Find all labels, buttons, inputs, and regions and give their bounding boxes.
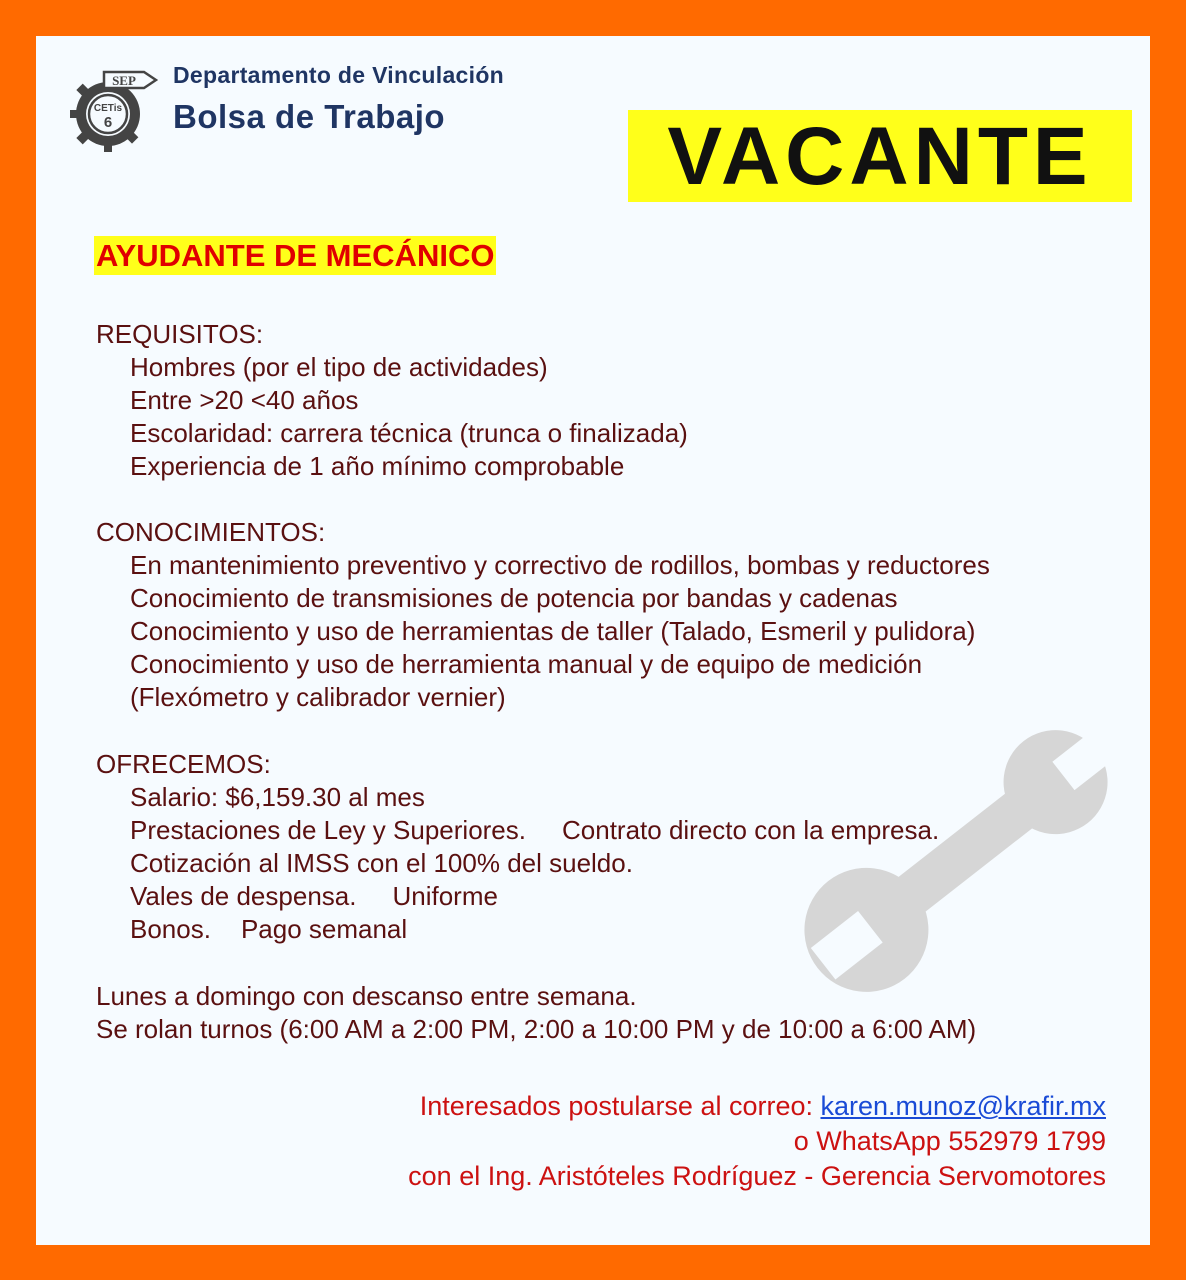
conocimiento-item: En mantenimiento preventivo y correctivo de rodillos, bombas y reductores [130,550,990,580]
contact-email-line [420,1089,1106,1123]
logo-sep-text: SEP [112,73,136,88]
requisito-item: Escolaridad: carrera técnica (trunca o finalizada) [130,418,688,448]
conocimiento-item: (Flexómetro y calibrador vernier) [130,682,506,712]
uniforme-text: Uniforme [392,881,498,911]
wrench-icon [766,696,1150,1016]
pago-text: Pago semanal [240,914,408,944]
vales-line [130,880,498,912]
requisito-item: Hombres (por el tipo de actividades) [130,352,548,382]
conocimiento-item: Conocimiento y uso de herramientas de taller (Talado, Esmeril y pulidora) [130,616,976,646]
days-text: Lunes a domingo con descanso entre semana. [96,981,637,1011]
whatsapp-text: o WhatsApp 552979 1799 [793,1126,1106,1156]
conocimiento-item: Conocimiento y uso de herramienta manual y de equipo de medición [130,649,923,679]
ofrecemos-heading: OFRECEMOS: [96,749,271,779]
email-link[interactable]: karen.munoz@krafir.mx [820,1091,1106,1121]
salary-text: Salario: $6,159.30 al mes [130,782,425,812]
logo-cetis-text: CETis [93,103,123,114]
conocimientos-heading: CONOCIMIENTOS: [96,517,326,547]
vacancy-card [36,36,1150,1245]
cetis-logo [64,64,158,154]
shifts-text: Se rolan turnos (6:00 AM a 2:00 PM, 2:00 a 10:00 PM y de 10:00 a 6:00 AM) [96,1014,977,1044]
bonos-line [130,913,407,945]
vacancy-banner: VACANTE [628,110,1132,202]
conocimiento-item: Conocimiento de transmisiones de potencia por bandas y cadenas [130,583,898,613]
prestaciones-text: Prestaciones de Ley y Superiores. [130,815,526,845]
imss-text: Cotización al IMSS con el 100% del sueldo. [130,848,633,878]
job-title: AYUDANTE DE MECÁNICO [96,238,495,273]
contact-person: con el Ing. Aristóteles Rodríguez - Gerencia Servomotores [408,1161,1106,1191]
department-title: Departamento de Vinculación [173,62,505,88]
logo-number-text: 6 [103,114,113,131]
requisitos-heading: REQUISITOS: [96,319,264,349]
page-title: Bolsa de Trabajo [173,98,446,135]
benefits-line [130,814,939,846]
contact-intro: Interesados postularse al correo: [419,1091,821,1121]
vales-text: Vales de despensa. [130,881,357,911]
requisito-item: Entre >20 <40 años [130,385,359,415]
requisito-item: Experiencia de 1 año mínimo comprobable [130,451,625,481]
contrato-text: Contrato directo con la empresa. [562,815,940,845]
bonos-text: Bonos. [130,914,211,944]
